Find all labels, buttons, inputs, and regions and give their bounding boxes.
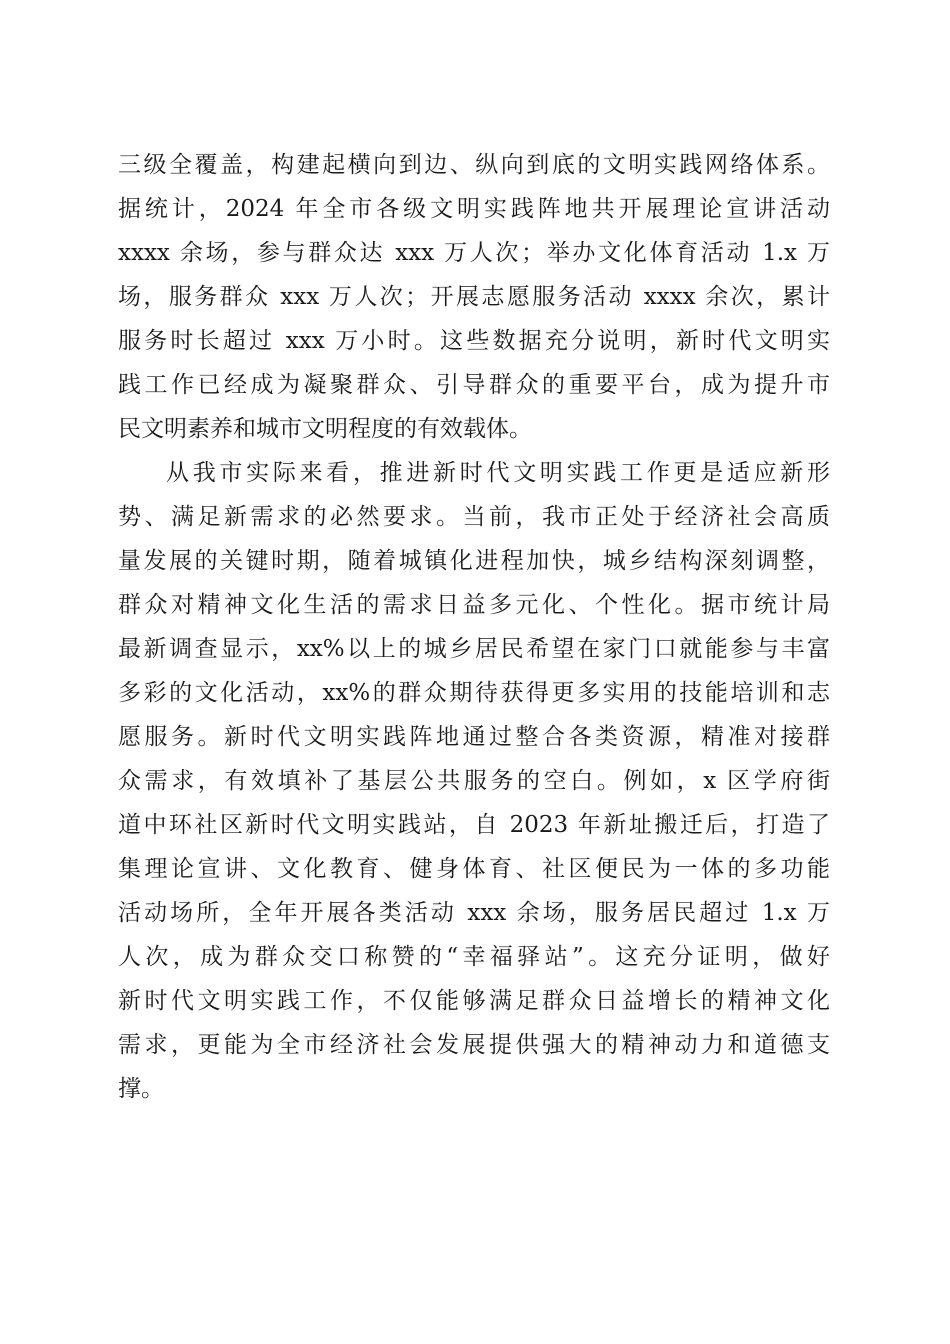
paragraph-2 <box>118 451 830 1111</box>
text-line: xxxx 余场，参与群众达 xxx 万人次；举办文化体育活动 1.x 万 <box>118 240 830 266</box>
text-line: 新时代文明实践工作，不仅能够满足群众日益增长的精神文化 <box>118 988 830 1014</box>
text-line: 场，服务群众 xxx 万人次；开展志愿服务活动 xxxx 余次，累计 <box>118 284 830 310</box>
text-line: 众需求，有效填补了基层公共服务的空白。例如，x 区学府街 <box>118 768 830 794</box>
text-line: 道中环社区新时代文明实践站，自 2023 年新址搬迁后，打造了 <box>118 812 830 838</box>
text-line: 群众对精神文化生活的需求日益多元化、个性化。据市统计局 <box>118 592 830 618</box>
text-line: 活动场所，全年开展各类活动 xxx 余场，服务居民超过 1.x 万 <box>118 900 830 926</box>
text-line: 需求，更能为全市经济社会发展提供强大的精神动力和道德支 <box>118 1032 830 1058</box>
text-line: 民文明素养和城市文明程度的有效载体。 <box>118 416 532 442</box>
text-line: 从我市实际来看，推进新时代文明实践工作更是适应新形 <box>166 460 830 486</box>
text-line: 集理论宣讲、文化教育、健身体育、社区便民为一体的多功能 <box>118 856 830 882</box>
text-line: 愿服务。新时代文明实践阵地通过整合各类资源，精准对接群 <box>118 724 830 750</box>
text-line: 践工作已经成为凝聚群众、引导群众的重要平台，成为提升市 <box>118 372 830 398</box>
text-line: 多彩的文化活动，xx%的群众期待获得更多实用的技能培训和志 <box>118 680 830 706</box>
text-line: 最新调查显示，xx%以上的城乡居民希望在家门口就能参与丰富 <box>118 636 830 662</box>
text-line: 服务时长超过 xxx 万小时。这些数据充分说明，新时代文明实 <box>118 328 830 354</box>
text-line: 三级全覆盖，构建起横向到边、纵向到底的文明实践网络体系。 <box>118 152 830 178</box>
text-line: 撑。 <box>118 1076 164 1102</box>
text-line: 人次，成为群众交口称赞的“幸福驿站”。这充分证明，做好 <box>118 944 830 970</box>
text-line: 量发展的关键时期，随着城镇化进程加快，城乡结构深刻调整， <box>118 548 830 574</box>
paragraph-1 <box>118 143 830 451</box>
text-line: 据统计，2024 年全市各级文明实践阵地共开展理论宣讲活动 <box>118 196 830 222</box>
document-body <box>118 143 830 1111</box>
text-line: 势、满足新需求的必然要求。当前，我市正处于经济社会高质 <box>118 504 830 530</box>
